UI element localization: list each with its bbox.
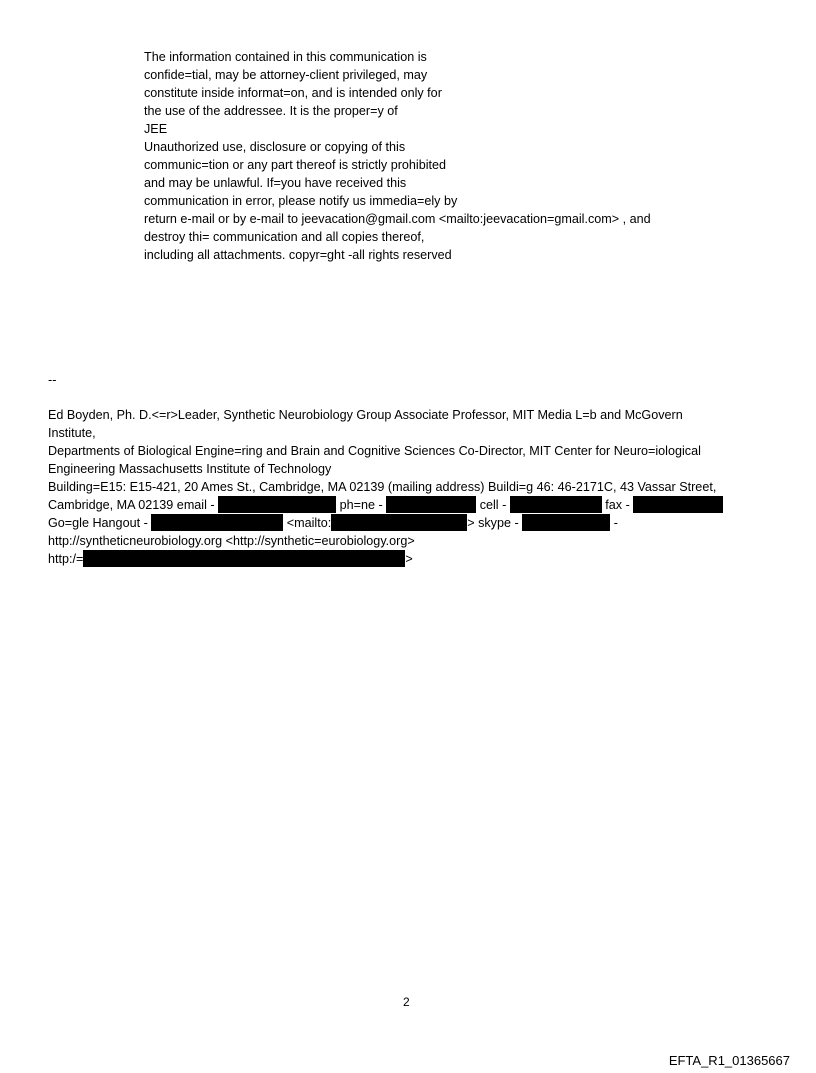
signature-line-3: Departments of Biological Engine=ring and Brain and Cognitive Sciences Co-Director, MIT Center for Neuro=iological: [48, 444, 701, 458]
disclaimer-line-2: confide=tial, may be attorney-client privileged, may: [144, 68, 428, 82]
redaction-block: [83, 550, 405, 567]
url-suffix: >: [405, 552, 413, 566]
mailto-label: <mailto:: [286, 516, 332, 530]
disclaimer-line-5: JEE: [144, 122, 168, 136]
contact-fax-label: fax -: [605, 498, 630, 512]
contact-cell-label: cell -: [479, 498, 507, 512]
disclaimer-line-10: return e-mail or by e-mail to jeevacation@gmail.com <mailto:jeevacation=gmail.com> , and: [144, 212, 651, 226]
disclaimer-line-3: constitute inside informat=on, and is intended only for: [144, 86, 442, 100]
redaction-block: [386, 496, 476, 513]
redaction-block: [218, 496, 336, 513]
redaction-block: [522, 514, 610, 531]
signature-line-4: Engineering Massachusetts Institute of Technology: [48, 462, 332, 476]
trailing-dash: -: [613, 516, 618, 530]
skype-label: > skype -: [467, 516, 519, 530]
hangout-label: Go=gle Hangout -: [48, 516, 148, 530]
redaction-block: [151, 514, 283, 531]
disclaimer-line-8: and may be unlawful. If=you have received this: [144, 176, 407, 190]
disclaimer-line-11: destroy thi= communication and all copies thereof,: [144, 230, 425, 244]
signature-contact-line: [48, 496, 723, 514]
disclaimer-line-7: communic=tion or any part thereof is strictly prohibited: [144, 158, 447, 172]
signature-hangout-line: [48, 514, 618, 532]
contact-phone-label: ph=ne -: [339, 498, 383, 512]
redaction-block: [331, 514, 467, 531]
page-number: 2: [403, 995, 410, 1009]
disclaimer-line-4: the use of the addressee. It is the proper=y of: [144, 104, 398, 118]
redaction-block: [633, 496, 723, 513]
redaction-block: [510, 496, 602, 513]
disclaimer-line-1: The information contained in this communication is: [144, 50, 427, 64]
signature-separator: --: [48, 373, 57, 387]
signature-redacted-url-line: [48, 550, 413, 568]
disclaimer-line-6: Unauthorized use, disclosure or copying of this: [144, 140, 406, 154]
signature-line-5: Building=E15: E15-421, 20 Ames St., Cambridge, MA 02139 (mailing address) Buildi=g 46: 46-2171C, 43 Vassar Street,: [48, 480, 717, 494]
disclaimer-line-9: communication in error, please notify us immedia=ely by: [144, 194, 458, 208]
signature-line-1: Ed Boyden, Ph. D.<=r>Leader, Synthetic Neurobiology Group Associate Professor, MIT Media L=b and McGovern: [48, 408, 683, 422]
contact-email-label: Cambridge, MA 02139 email -: [48, 498, 215, 512]
signature-line-2: Institute,: [48, 426, 96, 440]
url-prefix: http:/=: [48, 552, 84, 566]
signature-url-line: http://syntheticneurobiology.org <http://synthetic=eurobiology.org>: [48, 534, 415, 548]
document-id: EFTA_R1_01365667: [668, 1053, 790, 1068]
disclaimer-line-12: including all attachments. copyr=ght -all rights reserved: [144, 248, 452, 262]
